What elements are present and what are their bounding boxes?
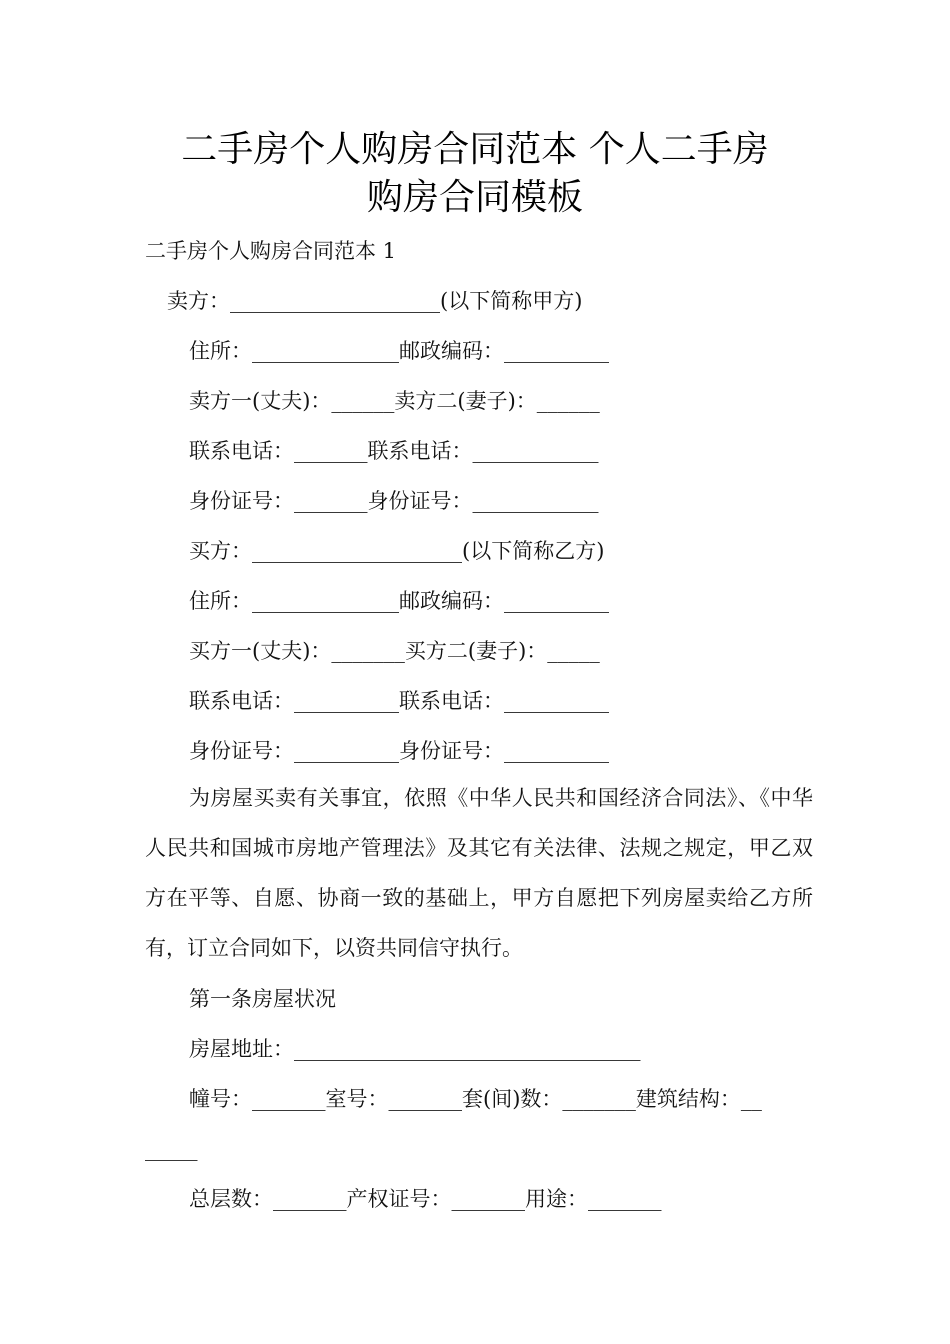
buyer-ids-line: 身份证号：__________身份证号：__________: [189, 739, 609, 763]
contract-subtitle: 二手房个人购房合同范本 1: [145, 239, 397, 263]
seller-ids-line: 身份证号：_______身份证号：____________: [189, 489, 599, 513]
buyer-address-line: 住所：______________邮政编码：__________: [189, 589, 609, 613]
document-title: [120, 126, 830, 222]
buyer-name-line: 买方：____________________(以下简称乙方): [189, 539, 605, 563]
title-line-1: 二手房个人购房合同范本 个人二手房: [181, 129, 769, 170]
seller-address-line: 住所：______________邮政编码：__________: [189, 339, 609, 363]
seller-name-line: 卖方：____________________(以下简称甲方): [167, 289, 583, 313]
seller-spouses-line: 卖方一(丈夫)：______卖方二(妻子)：______: [189, 389, 600, 413]
seller-phones-line: 联系电话：_______联系电话：____________: [189, 439, 599, 463]
article-1-heading: 第一条房屋状况: [189, 987, 336, 1011]
preamble-paragraph: 为房屋买卖有关事宜，依照《中华人民共和国经济合同法》、《中华人民共和国城市房地产管理法》及其它有关法律、法规之规定，甲乙双方在平等、自愿、协商一致的基础上，甲方自愿把下列房屋卖给乙方所有，订立合同如下，以资共同信守执行。: [145, 786, 813, 960]
buyer-phones-line: 联系电话：__________联系电话：__________: [189, 689, 609, 713]
house-address-line: 房屋地址：_________________________________: [189, 1037, 641, 1061]
house-units-line: 幢号：_______室号：_______套(间)数：_______建筑结构：__: [189, 1087, 762, 1111]
house-floors-line: 总层数：_______产权证号：_______用途：_______: [189, 1187, 662, 1211]
title-line-2: 购房合同模板: [366, 177, 583, 218]
house-units-continuation: _____: [145, 1137, 198, 1161]
buyer-spouses-line: 买方一(丈夫)：_______买方二(妻子)：_____: [189, 639, 600, 663]
